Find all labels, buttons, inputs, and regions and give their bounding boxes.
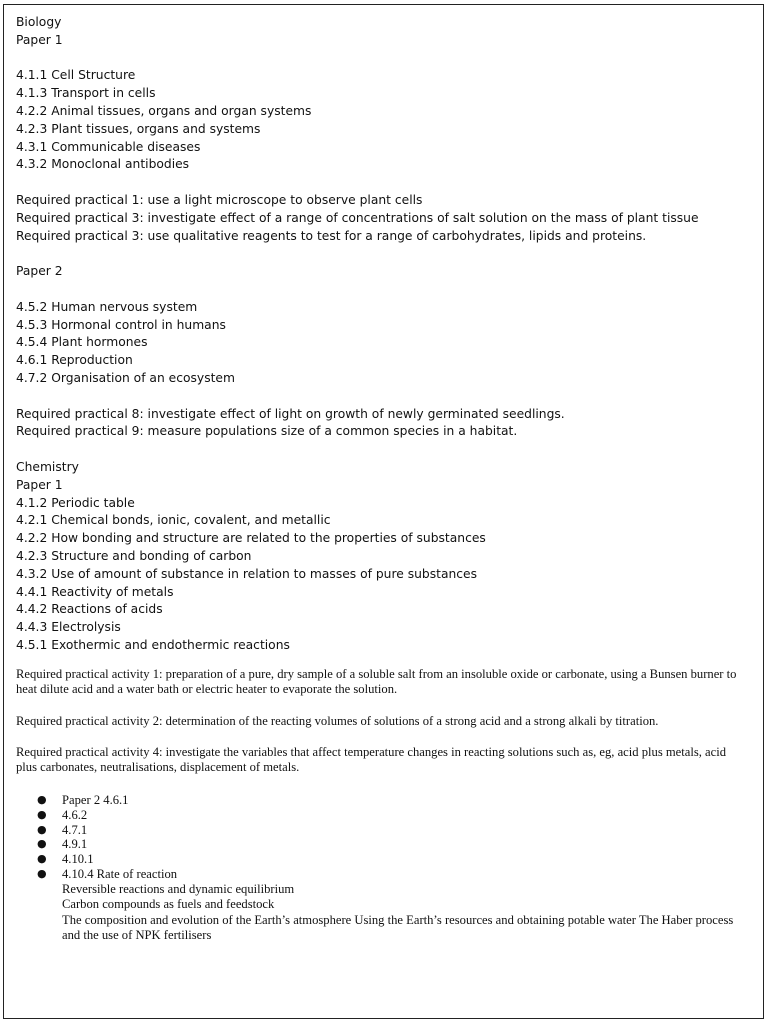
spacer: [16, 245, 749, 263]
sub-line: Reversible reactions and dynamic equilibrium: [62, 882, 295, 897]
bullet-icon: ●: [37, 852, 47, 866]
topic-line: 4.6.1 Reproduction: [16, 353, 133, 368]
practical-activity-paragraph: Required practical activity 2: determination of the reacting volumes of solutions of a strong acid and a strong alkali by titration.: [16, 713, 659, 728]
topic-line: 4.5.3 Hormonal control in humans: [16, 317, 226, 332]
topic-line: 4.5.2 Human nervous system: [16, 299, 198, 314]
spacer: [16, 174, 749, 192]
biology-paper1-heading: Paper 1: [16, 32, 63, 47]
list-item: [16, 808, 749, 823]
list-item: [16, 867, 749, 882]
spacer: [16, 655, 749, 667]
bullet-icon: ●: [37, 822, 47, 836]
list-item: [16, 823, 749, 838]
topic-line: 4.1.1 Cell Structure: [16, 68, 136, 83]
list-item-text: 4.7.1: [62, 822, 88, 837]
list-item: [16, 837, 749, 852]
practical-line: Required practical 3: use qualitative reagents to test for a range of carbohydrates, lipids and proteins.: [16, 228, 647, 243]
list-item: [16, 852, 749, 867]
topic-line: 4.4.3 Electrolysis: [16, 620, 121, 635]
list-item-text: 4.6.2: [62, 807, 88, 822]
list-item-text: 4.10.4 Rate of reaction: [62, 867, 178, 882]
topic-line: 4.2.3 Plant tissues, organs and systems: [16, 121, 261, 136]
practical-line: Required practical 1: use a light microscope to observe plant cells: [16, 192, 423, 207]
bullet-icon: ●: [37, 867, 47, 881]
topic-line: 4.4.2 Reactions of acids: [16, 602, 163, 617]
list-item-text: 4.10.1: [62, 852, 94, 867]
spacer: [16, 281, 749, 299]
topic-line: 4.2.2 Animal tissues, organs and organ systems: [16, 103, 312, 118]
practical-activity-paragraph: Required practical activity 1: preparation of a pure, dry sample of a soluble salt from an insoluble oxide or carbonate, using a Bunsen burner to heat dilute acid and a water bath or electric heater to evaporate the solution.: [16, 666, 737, 697]
spacer: [16, 729, 749, 745]
chemistry-heading: Chemistry: [16, 459, 79, 474]
chemistry-paper1-topics: [16, 495, 749, 655]
practical-activity-paragraph: Required practical activity 4: investigate the variables that affect temperature changes in reacting solutions such as, eg, acid plus metals, acid plus carbonates, neutralisations, displacement of metals.: [16, 744, 727, 775]
bullet-icon: ●: [37, 792, 47, 806]
sub-line: Carbon compounds as fuels and feedstock: [62, 897, 275, 912]
topic-line: 4.2.2 How bonding and structure are related to the properties of substances: [16, 531, 486, 546]
topic-line: 4.1.3 Transport in cells: [16, 86, 156, 101]
topic-line: 4.5.1 Exothermic and endothermic reactions: [16, 637, 290, 652]
biology-paper2-practicals: [16, 406, 749, 442]
practical-line: Required practical 8: investigate effect of light on growth of newly germinated seedlings.: [16, 406, 565, 421]
document-body: [16, 14, 749, 943]
topic-line: 4.3.2 Monoclonal antibodies: [16, 157, 190, 172]
spacer: [16, 698, 749, 714]
practical-line: Required practical 9: measure populations size of a common species in a habitat.: [16, 424, 518, 439]
list-item: [16, 793, 749, 808]
bullet-icon: ●: [37, 807, 47, 821]
spacer: [16, 50, 749, 68]
biology-paper2-topics: [16, 299, 749, 388]
list-item-text: 4.9.1: [62, 837, 88, 852]
rate-of-reaction-sublist: [16, 882, 749, 943]
biology-heading: Biology: [16, 15, 62, 29]
spacer: [16, 441, 749, 459]
biology-paper1-topics: [16, 67, 749, 174]
biology-paper2-heading: Paper 2: [16, 264, 63, 279]
list-item-text: Paper 2 4.6.1: [62, 792, 129, 807]
document-page: [3, 4, 764, 1019]
topic-line: 4.7.2 Organisation of an ecosystem: [16, 370, 235, 385]
sub-line: The composition and evolution of the Earth’s atmosphere Using the Earth’s resources and obtaining potable water The Haber process and the use of NPK fertilisers: [62, 912, 734, 942]
spacer: [16, 388, 749, 406]
bullet-icon: ●: [37, 837, 47, 851]
chemistry-bullet-list: [16, 793, 749, 882]
topic-line: 4.4.1 Reactivity of metals: [16, 584, 174, 599]
topic-line: 4.2.3 Structure and bonding of carbon: [16, 548, 252, 563]
chemistry-paper1-heading: Paper 1: [16, 477, 63, 492]
biology-paper1-practicals: [16, 192, 749, 245]
topic-line: 4.1.2 Periodic table: [16, 495, 135, 510]
practical-line: Required practical 3: investigate effect of a range of concentrations of salt solution on the mass of plant tissue: [16, 210, 699, 225]
topic-line: 4.3.2 Use of amount of substance in relation to masses of pure substances: [16, 566, 478, 581]
topic-line: 4.2.1 Chemical bonds, ionic, covalent, and metallic: [16, 513, 331, 528]
topic-line: 4.3.1 Communicable diseases: [16, 139, 201, 154]
spacer: [16, 776, 749, 793]
topic-line: 4.5.4 Plant hormones: [16, 335, 148, 350]
